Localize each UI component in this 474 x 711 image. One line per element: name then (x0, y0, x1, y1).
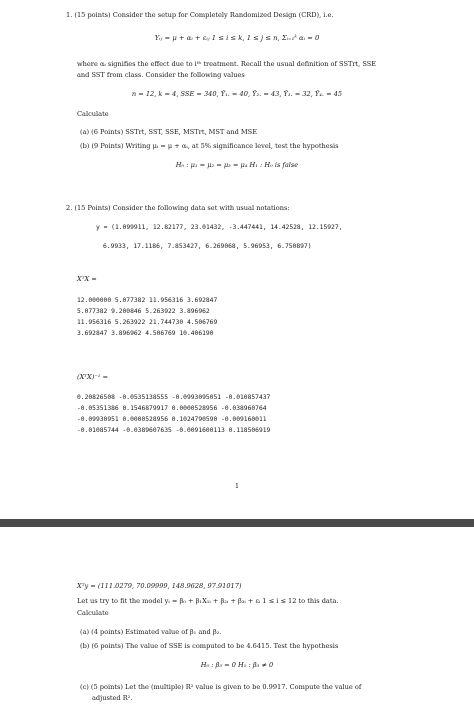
q1-calculate: Calculate (77, 110, 109, 118)
xtx-inverse-row: 0.20826508 -0.0535138555 -0.0993095051 -0.010857437 (77, 394, 271, 401)
q2-part-a: (a) (4 points) Estimated value of β₁ and β₂. (80, 628, 222, 636)
q1-hypothesis: H₀ : μ₁ = μ₂ = μ₃ = μ₄ H₁ : H₀ is false (175, 161, 299, 169)
q1-where-line-1: where αᵢ signifies the effect due to iᵗʰ treatment. Recall the usual definition of SSTrt, SSE (77, 60, 377, 68)
q1-part-a: (a) (6 Points) SSTrt, SST, SSE, MSTrt, MST and MSE (80, 128, 258, 136)
xty-vector: Xᵀy = (111.0279, 70.09999, 148.9628, 97.91017) (77, 582, 242, 590)
xtx-inverse-row: -0.09930951 0.0000528956 0.1024790590 -0.009160011 (77, 416, 267, 423)
xtx-inverse-row: -0.01085744 -0.0389607635 -0.0091600113 0.118506919 (77, 427, 271, 434)
q2-hypothesis: H₀ : β₃ = 0 H₁ : β₃ ≠ 0 (200, 661, 274, 669)
q2-header: 2. (15 Points) Consider the following data set with usual notations: (66, 204, 290, 212)
page-2 (0, 527, 474, 711)
q2-part-c-line-2: adjusted R². (92, 694, 133, 702)
page-number: 1 (234, 482, 240, 490)
xtx-label: XᵀX = (77, 275, 97, 283)
xtx-row: 12.000000 5.077382 11.956316 3.692847 (77, 297, 218, 304)
q2-part-c-line-1: (c) (5 points) Let the (multiple) R² value is given to be 0.9917. Compute the value of (80, 683, 362, 691)
q1-header: 1. (15 points) Consider the setup for Completely Randomized Design (CRD), i.e. (66, 11, 334, 19)
xtx-inverse-label: (XᵀX)⁻¹ = (77, 373, 109, 381)
page-separator (0, 519, 474, 527)
q2-y-line-2: 6.9933, 17.1186, 7.853427, 6.269068, 5.96953, 6.750897) (103, 243, 312, 250)
q1-where-line-2: and SST from class. Consider the following values (77, 71, 245, 79)
q2-part-b: (b) (6 points) The value of SSE is computed to be 4.6415. Test the hypothesis (80, 642, 339, 650)
q2-calculate: Calculate (77, 609, 109, 617)
xtx-row: 5.077382 9.200846 5.263922 3.896962 (77, 308, 210, 315)
q2-y-line-1: y = (1.099911, 12.82177, 23.01432, -3.447441, 14.42528, 12.15927, (96, 224, 343, 231)
xtx-row: 3.692847 3.896962 4.506769 10.406190 (77, 330, 214, 337)
q1-model-equation: Yᵢⱼ = μ + αᵢ + εᵢⱼ 1 ≤ i ≤ k, 1 ≤ j ≤ n, Σᵢ₌₁ᵏ αᵢ = 0 (154, 34, 320, 42)
q1-part-b: (b) (9 Points) Writing μᵢ = μ + αᵢ, at 5% significance level, test the hypothesis (80, 142, 339, 150)
xtx-inverse-row: -0.05351386 0.1546879917 0.0000528956 -0.038960764 (77, 405, 267, 412)
q1-values-equation: n = 12, k = 4, SSE = 340, Ȳ₁. = 40, Ȳ₂. = 43, Ȳ₃. = 32, Ȳ₄. = 45 (131, 90, 343, 98)
xtx-row: 11.956316 5.263922 21.744730 4.506769 (77, 319, 218, 326)
model-fit-line: Let us try to fit the model yᵢ = β₀ + β₁X₁ᵢ + β₂ᵢ + β₃ᵢ + εᵢ 1 ≤ i ≤ 12 to this data. (77, 597, 339, 605)
